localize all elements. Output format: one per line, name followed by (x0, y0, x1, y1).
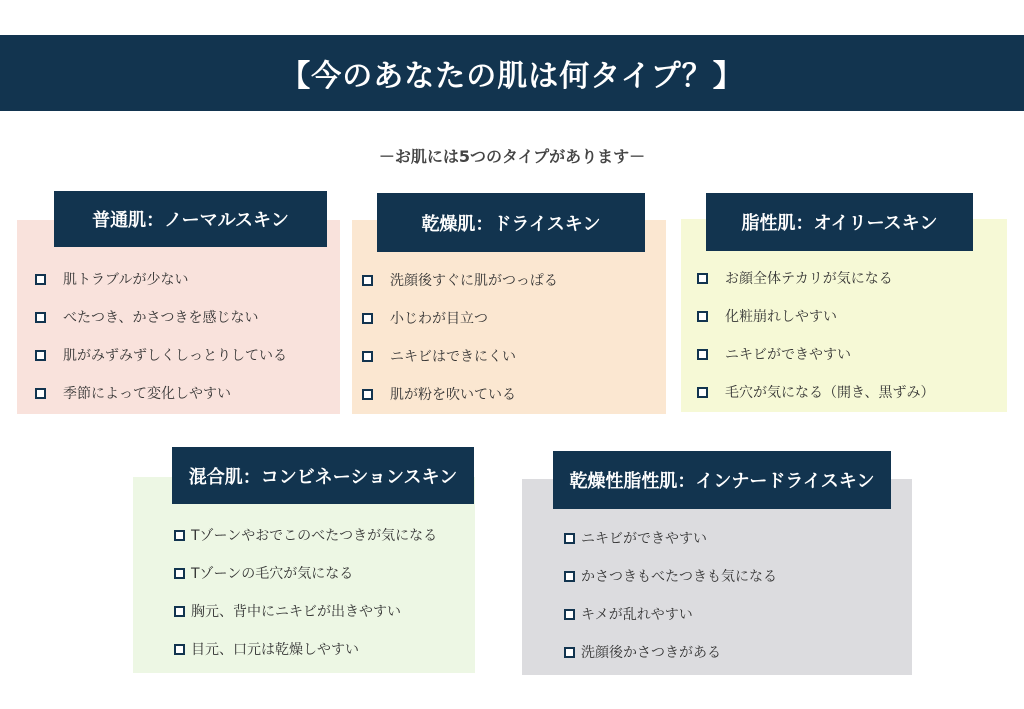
card-heading: 脂性肌：オイリースキン (706, 193, 973, 251)
checkbox-icon (174, 644, 185, 655)
card-heading: 普通肌：ノーマルスキン (54, 191, 327, 247)
checkbox-icon (564, 533, 575, 544)
list-item: お顔全体テカリが気になる (697, 259, 934, 297)
checklist (697, 259, 934, 411)
card-oily-skin (681, 193, 1007, 412)
list-item: 肌がみずみずしくしっとりしている (35, 336, 287, 374)
checklist (174, 516, 437, 668)
card-normal-skin (17, 191, 340, 414)
list-item: Tゾーンの毛穴が気になる (174, 554, 437, 592)
card-combination-skin (133, 447, 475, 673)
checkbox-icon (564, 647, 575, 658)
list-item: ニキビができやすい (697, 335, 934, 373)
page-subtitle: －お肌には5つのタイプがあります－ (378, 147, 646, 166)
checkbox-icon (697, 273, 708, 284)
list-item: Tゾーンやおでこのべたつきが気になる (174, 516, 437, 554)
list-item: かさつきもべたつきも気になる (564, 557, 777, 595)
checkbox-icon (35, 350, 46, 361)
list-item: 洗顔後すぐに肌がつっぱる (362, 261, 558, 299)
checkbox-icon (35, 312, 46, 323)
list-item: 目元、口元は乾燥しやすい (174, 630, 437, 668)
checkbox-icon (697, 349, 708, 360)
checkbox-icon (564, 571, 575, 582)
list-item: 化粧崩れしやすい (697, 297, 934, 335)
list-item: 小じわが目立つ (362, 299, 558, 337)
checkbox-icon (362, 313, 373, 324)
checklist (564, 519, 777, 671)
checkbox-icon (174, 530, 185, 541)
list-item: 肌が粉を吹いている (362, 375, 558, 413)
checkbox-icon (174, 606, 185, 617)
list-item: べたつき、かさつきを感じない (35, 298, 287, 336)
checkbox-icon (35, 274, 46, 285)
card-heading: 混合肌：コンビネーションスキン (172, 447, 474, 504)
list-item: 洗顔後かさつきがある (564, 633, 777, 671)
list-item: 胸元、背中にニキビが出きやすい (174, 592, 437, 630)
list-item: 肌トラブルが少ない (35, 260, 287, 298)
checkbox-icon (35, 388, 46, 399)
checkbox-icon (362, 275, 373, 286)
page-title: 【今のあなたの肌は何タイプ？】 (0, 35, 1024, 111)
checkbox-icon (362, 351, 373, 362)
list-item: ニキビができやすい (564, 519, 777, 557)
checkbox-icon (697, 387, 708, 398)
list-item: ニキビはできにくい (362, 337, 558, 375)
card-inner-dry-skin (522, 451, 912, 675)
card-heading: 乾燥肌：ドライスキン (377, 193, 645, 252)
list-item: 毛穴が気になる（開き、黒ずみ） (697, 373, 934, 411)
card-heading: 乾燥性脂性肌：インナードライスキン (553, 451, 891, 509)
checklist (35, 260, 287, 412)
checkbox-icon (564, 609, 575, 620)
checkbox-icon (697, 311, 708, 322)
checkbox-icon (362, 389, 373, 400)
checkbox-icon (174, 568, 185, 579)
list-item: 季節によって変化しやすい (35, 374, 287, 412)
checklist (362, 261, 558, 413)
list-item: キメが乱れやすい (564, 595, 777, 633)
card-dry-skin (352, 193, 666, 414)
